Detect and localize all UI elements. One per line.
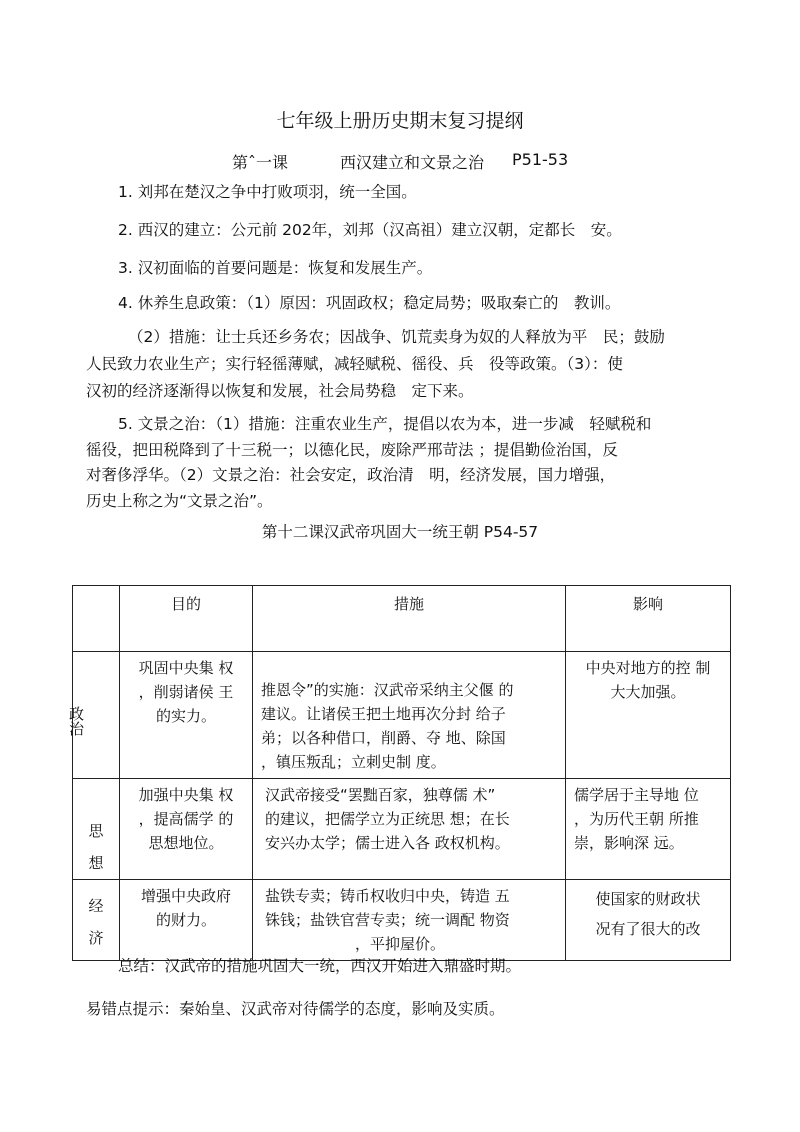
measures-table	[67, 585, 731, 961]
tip-text: 易错点提示：秦始皇、汉武帝对待儒学的态度，影响及实质。	[86, 1000, 505, 1018]
lesson11-name: 第ˆ一课	[232, 153, 289, 172]
economy-impact: 使国家的财政状 况有了很大的改	[566, 880, 731, 961]
item-4-line-3: 汉初的经济逐渐得以恢复和发展，社会局势稳 定下来。	[86, 382, 474, 400]
page-title: 七年级上册历史期末复习提纲	[276, 110, 524, 132]
politics-measures: 推恩令”的实施：汉武帝采纳主父偃 的 建议。让诸侯王把土地再次分封 给子 弟；以各种借口，削爵、夺 地、除国 ，镇压叛乱；立刺史制 度。	[253, 652, 566, 779]
politics-purpose: 巩固中央集 权 ，削弱诸侯 王 的实力。	[120, 652, 253, 779]
item-5-line-1: 5. 文景之治：（1）措施：注重农业生产，提倡以农为本，进一步减 轻赋税和	[118, 415, 652, 433]
thought-measures: 汉武帝接受“罢黜百家，独尊儒 术” 的建议，把儒学立为正统思 想；在长 安兴办太学；儒士进入各 政权机构。	[253, 779, 566, 880]
row-label-economy: 经 济	[73, 880, 120, 961]
header-measures: 措施	[253, 586, 566, 652]
item-4-line-2: 人民致力农业生产；实行轻徭薄赋，减轻赋税、徭役、兵 役等政策。（3）：使	[86, 355, 623, 373]
item-1: 1. 刘邦在楚汉之争中打败项羽，统一全国。	[118, 183, 417, 201]
item-2: 2. 西汉的建立：公元前 202年，刘邦（汉高祖）建立汉朝，定都长 安。	[118, 221, 622, 239]
summary-text: 总结：汉武帝的措施巩固大一统，西汉开始进入鼎盛时期。	[118, 957, 522, 975]
economy-measures: 盐铁专卖；铸币权收归中央，铸造 五 铢钱；盐铁官营专卖；统一调配 物资 ，平抑屋价。	[253, 880, 566, 961]
item-4-line-1: （2）措施：让士兵还乡务农；因战争、饥荒卖身为奴的人释放为平 民；鼓励	[128, 328, 665, 346]
table-header-row	[73, 586, 731, 652]
table-row-thought	[73, 779, 731, 880]
item-3: 3. 汉初面临的首要问题是：恢复和发展生产。	[118, 259, 433, 277]
lesson11-topic: 西汉建立和文景之治	[340, 153, 485, 172]
row-label-thought: 思 想	[73, 779, 120, 880]
row-label-politics: 政治	[73, 652, 120, 779]
lesson11-pages: P51-53	[512, 150, 569, 169]
thought-impact: 儒学居于主导地 位 ，为历代王朝 所推 崇，影响深 远。	[566, 779, 731, 880]
item-5-line-2: 徭役，把田税降到了十三税一；以德化民，废除严邢苛法 ；提倡勤俭治国，反	[86, 441, 618, 459]
table-row-politics	[73, 652, 731, 779]
politics-impact: 中央对地方的控 制 大大加强。	[566, 652, 731, 779]
economy-purpose: 增强中央政府 的财力。	[120, 880, 253, 961]
item-4: 4. 休养生息政策：（1）原因：巩固政权；稳定局势；吸取秦亡的 教训。	[118, 294, 621, 312]
table-row-economy	[73, 880, 731, 961]
header-purpose: 目的	[120, 586, 253, 652]
header-impact: 影响	[566, 586, 731, 652]
header-empty-cell	[73, 586, 120, 652]
lesson12-title: 第十二课汉武帝巩固大一统王朝 P54-57	[261, 523, 539, 541]
item-5-line-3: 对奢侈浮华。（2）文景之治：社会安定，政治清 明，经济发展，国力增强，	[86, 466, 616, 484]
item-5-line-4: 历史上称之为“文景之治”。	[86, 492, 273, 510]
thought-purpose: 加强中央集 权 ，提高儒学 的 思想地位。	[120, 779, 253, 880]
